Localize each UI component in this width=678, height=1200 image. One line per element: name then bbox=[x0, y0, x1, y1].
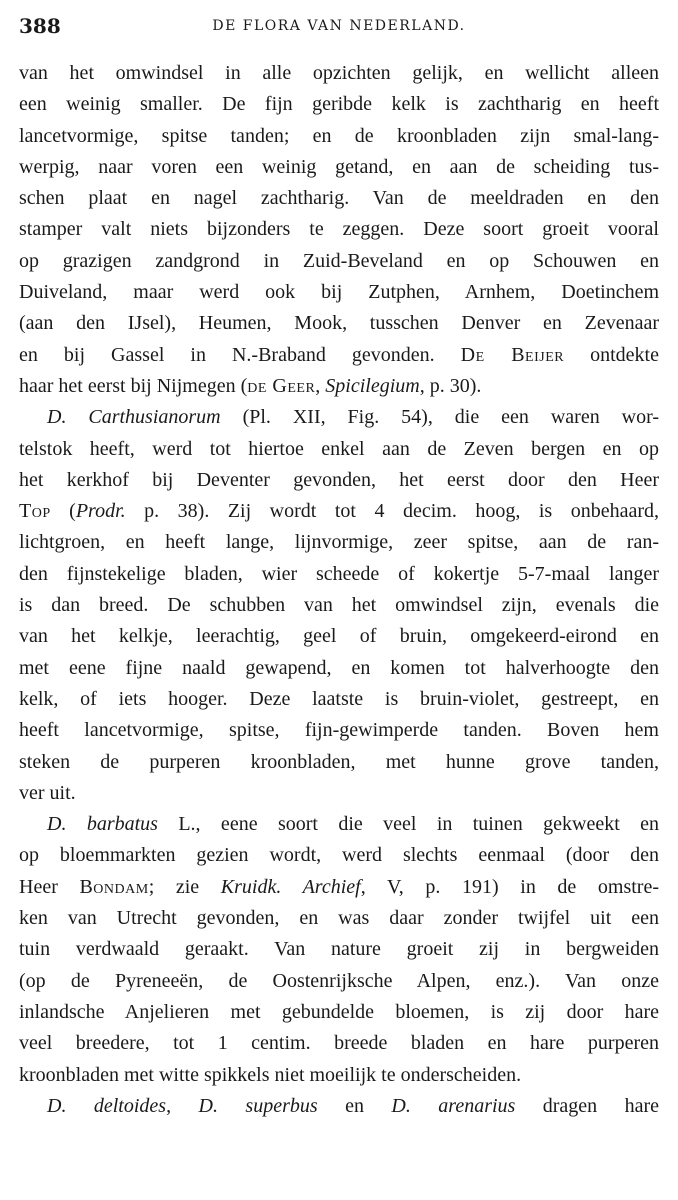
author-name: Bondam bbox=[79, 875, 149, 898]
author-name: de Geer bbox=[247, 374, 316, 397]
species-name: D. Carthusianorum bbox=[47, 406, 221, 429]
author-name: De Beijer bbox=[460, 343, 565, 366]
text-line: heeft lancetvormige, spitse, fijn-gewimperde tanden. Boven hem bbox=[19, 719, 659, 742]
text-line: schen plaat en nagel zachtharig. Van de meeldraden en den bbox=[19, 187, 659, 210]
page-header bbox=[19, 14, 659, 42]
text-line: tuin verdwaald geraakt. Van nature groeit zij in bergweiden bbox=[19, 938, 659, 961]
text-line: D. deltoides, D. superbus en D. arenarius dragen hare bbox=[47, 1094, 659, 1117]
text-line: ver uit. bbox=[19, 781, 76, 804]
species-name: D. deltoides bbox=[47, 1094, 167, 1117]
text-line: lancetvormige, spitse tanden; en de kroonbladen zijn smal-lang- bbox=[19, 124, 659, 147]
text-line: is dan breed. De schubben van het omwindsel zijn, evenals die bbox=[19, 594, 659, 617]
body-text bbox=[19, 58, 659, 1122]
species-name: D. arenarius bbox=[391, 1094, 516, 1117]
text-line: D. barbatus L., eene soort die veel in tuinen gekweekt en bbox=[47, 813, 659, 836]
text-line: Heer Bondam; zie Kruidk. Archief, V, p. 191) in de omstre- bbox=[19, 875, 659, 898]
text-line: D. Carthusianorum (Pl. XII, Fig. 54), die een waren wor- bbox=[47, 406, 659, 429]
text-line: Duiveland, maar werd ook bij Zutphen, Arnhem, Doetinchem bbox=[19, 281, 659, 304]
text-line: van het omwindsel in alle opzichten gelijk, en wellicht alleen bbox=[19, 62, 659, 84]
text-line: werpig, naar voren een weinig getand, en aan de scheiding tus- bbox=[19, 155, 659, 178]
author-name: Top bbox=[19, 500, 51, 523]
work-title: Kruidk. Archief bbox=[220, 875, 361, 898]
text-line: lichtgroen, en heeft lange, lijnvormige, zeer spitse, aan de ran- bbox=[19, 531, 659, 554]
running-title: DE FLORA VAN NEDERLAND. bbox=[212, 18, 466, 34]
text-line: van het kelkje, leerachtig, geel of bruin, omgekeerd-eirond en bbox=[19, 625, 659, 648]
species-name: D. barbatus bbox=[47, 813, 158, 836]
text-line: ken van Utrecht gevonden, en was daar zonder twijfel uit een bbox=[19, 907, 659, 930]
species-name: D. superbus bbox=[198, 1094, 318, 1117]
text-line: het kerkhof bij Deventer gevonden, het eerst door den Heer bbox=[19, 468, 659, 491]
text-line: op grazigen zandgrond in Zuid-Beveland en op Schouwen en bbox=[19, 249, 659, 272]
text-line: stamper valt niets bijzonders te zeggen. Deze soort groeit vooral bbox=[19, 218, 659, 241]
text-line: telstok heeft, werd tot hiertoe enkel aan de Zeven bergen en op bbox=[19, 437, 659, 460]
text-line: den fijnstekelige bladen, wier scheede of kokertje 5-7-maal langer bbox=[19, 562, 659, 585]
text-line: steken de purperen kroonbladen, met hunne grove tanden, bbox=[19, 750, 659, 773]
text-line: kroonbladen met witte spikkels niet moeilijk te onderscheiden. bbox=[19, 1063, 522, 1086]
text-line: haar het eerst bij Nijmegen (de Geer, Spicilegium, p. 30). bbox=[19, 374, 482, 397]
text-line: op bloemmarkten gezien wordt, werd slechts eenmaal (door den bbox=[19, 844, 659, 867]
text-line: een weinig smaller. De fijn geribde kelk is zachtharig en heeft bbox=[19, 93, 659, 116]
text-line: inlandsche Anjelieren met gebundelde bloemen, is zij door hare bbox=[19, 1000, 659, 1023]
work-title: Prodr. bbox=[75, 500, 126, 523]
text-line: (aan den IJsel), Heumen, Mook, tusschen Denver en Zevenaar bbox=[19, 312, 659, 335]
text-line: Top (Prodr. p. 38). Zij wordt tot 4 decim. hoog, is onbehaard, bbox=[19, 500, 659, 523]
text-line: veel breedere, tot 1 centim. breede bladen en hare purperen bbox=[19, 1032, 659, 1055]
text-line: (op de Pyreneeën, de Oostenrijksche Alpen, enz.). Van onze bbox=[19, 969, 659, 992]
text-line: en bij Gassel in N.-Braband gevonden. De Beijer ontdekte bbox=[19, 343, 659, 366]
text-line: met eene fijne naald gewapend, en komen tot halverhoogte den bbox=[19, 656, 659, 679]
page-number: 388 bbox=[19, 14, 61, 38]
work-title: Spicilegium bbox=[325, 374, 420, 397]
text-line: kelk, of iets hooger. Deze laatste is bruin-violet, gestreept, en bbox=[19, 687, 659, 710]
